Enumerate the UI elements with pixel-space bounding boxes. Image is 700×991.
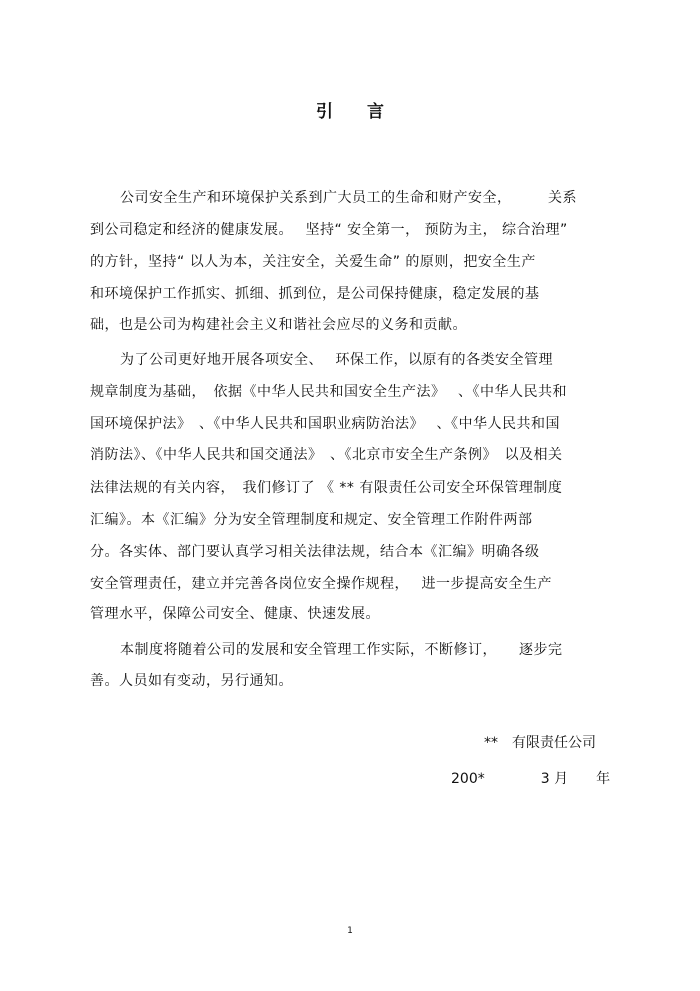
- paragraph-line: 础，也是公司为构建社会主义和谐社会应尽的义务和贡献。: [90, 317, 467, 333]
- paragraph-line: 到公司稳定和经济的健康发展。 坚持“ 安全第一， 预防为主， 综合治理”: [90, 222, 568, 238]
- page-number: 1: [347, 926, 353, 936]
- paragraph-line: 安全管理责任，建立并完善各岗位安全操作规程， 进一步提高安全生产: [90, 576, 552, 592]
- paragraph-line: 分。各实体、部门要认真学习相关法律法规，结合本《汇编》明确各级: [90, 544, 540, 560]
- paragraph-line: 为了公司更好地开展各项安全、 环保工作，以原有的各类安全管理: [120, 352, 553, 368]
- paragraph-line: 法律法规的有关内容， 我们修订了 《 ** 有限责任公司安全环保管理制度: [90, 480, 563, 496]
- signature-date: 200* 3 月 年: [451, 771, 611, 787]
- paragraph-line: 的方针，坚持“ 以人为本，关注安全，关爱生命” 的原则，把安全生产: [90, 254, 536, 270]
- paragraph-line: 善。人员如有变动，另行通知。: [90, 673, 293, 689]
- paragraph-line: 汇编》。本《汇编》分为安全管理制度和规定、安全管理工作附件两部: [90, 512, 533, 528]
- paragraph-line: 管理水平，保障公司安全、健康、快速发展。: [90, 606, 380, 622]
- paragraph-line: 和环境保护工作抓实、抓细、抓到位，是公司保持健康，稳定发展的基: [90, 286, 540, 302]
- document-title: 引言: [316, 102, 418, 122]
- paragraph-line: 规章制度为基础， 依据《中华人民共和国安全生产法》 、《中华人民共和: [90, 384, 567, 400]
- paragraph-line: 国环境保护法》 、《中华人民共和国职业病防治法》 、《中华人民共和国: [90, 416, 560, 432]
- paragraph-line: 公司安全生产和环境保护关系到广大员工的生命和财产安全， 关系: [120, 190, 577, 206]
- paragraph-line: 本制度将随着公司的发展和安全管理工作实际，不断修订， 逐步完: [120, 642, 563, 658]
- signature-company: ** 有限责任公司: [484, 735, 596, 751]
- paragraph-line: 消防法》、《中华人民共和国交通法》 、《北京市安全生产条例》 以及相关: [90, 447, 563, 463]
